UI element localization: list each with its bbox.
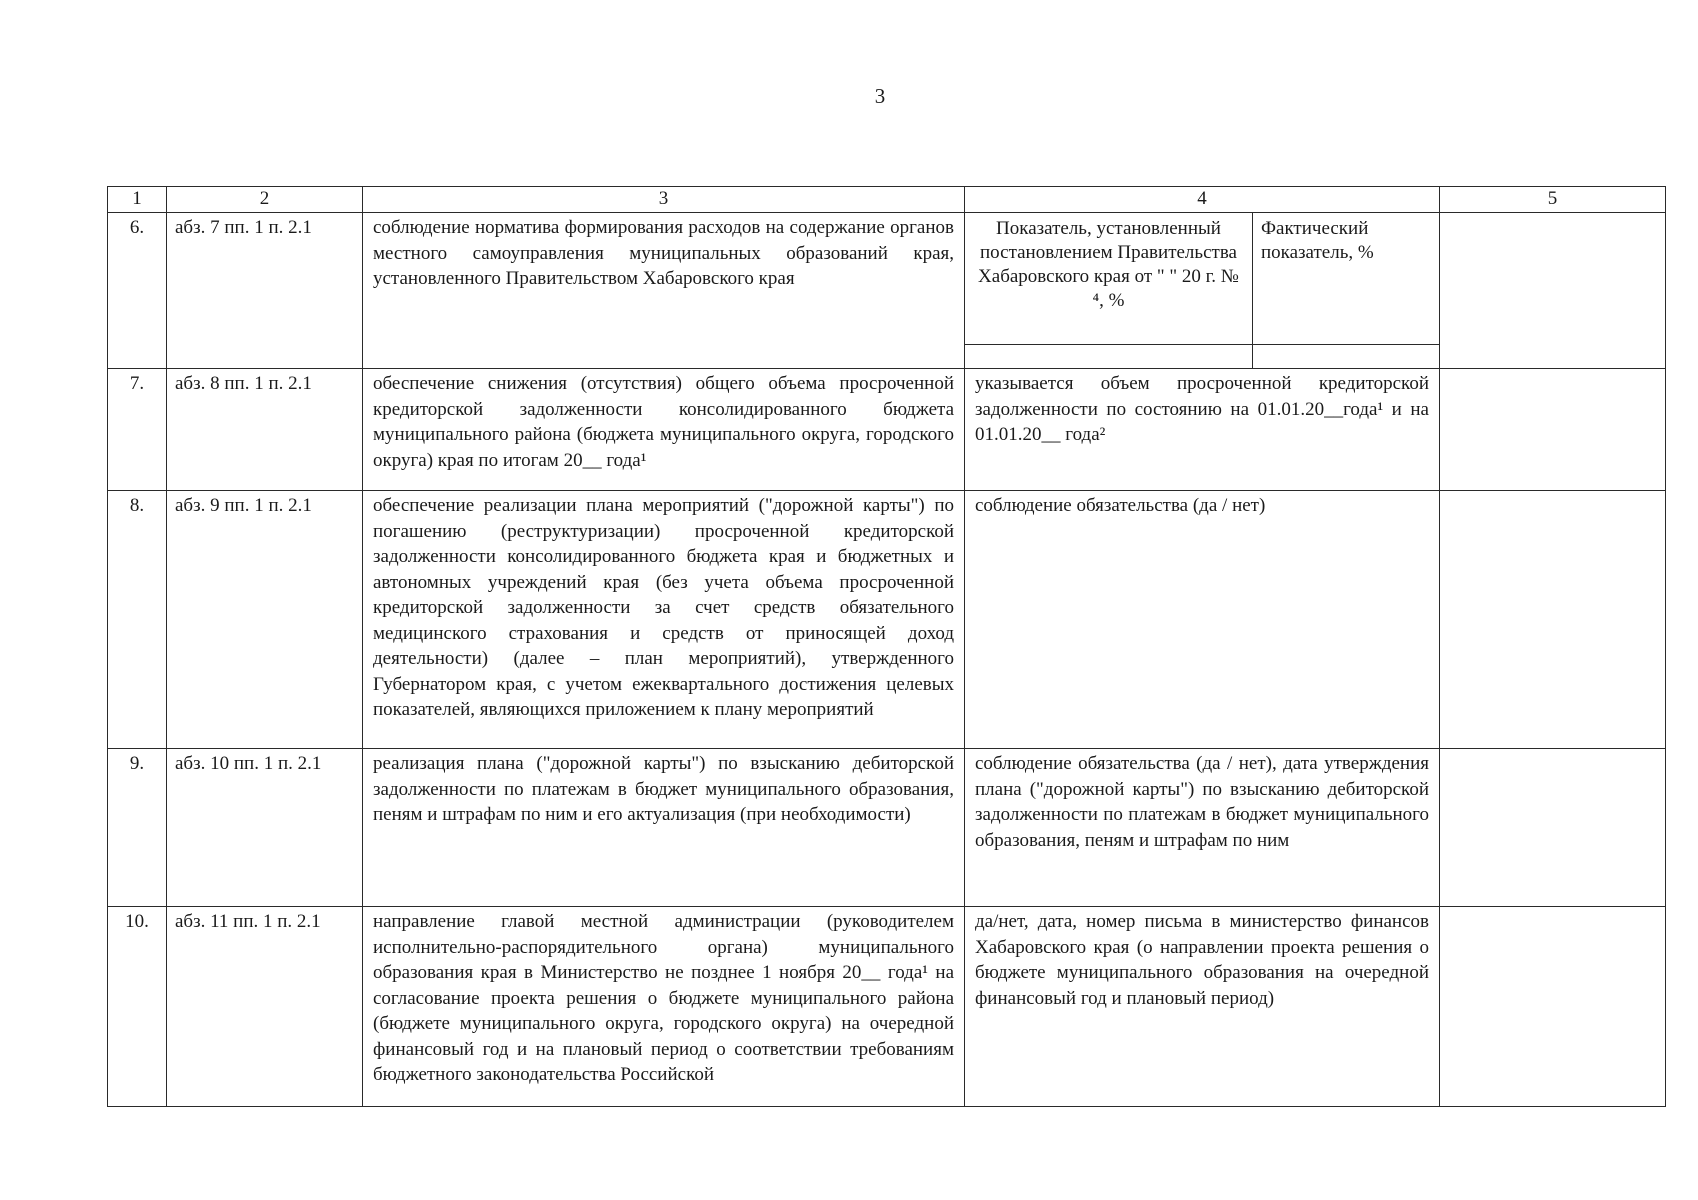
- row-number: 8.: [108, 491, 167, 749]
- row-reference: абз. 7 пп. 1 п. 2.1: [167, 213, 363, 369]
- obligations-table: [107, 186, 1666, 1107]
- row-indicator-actual: Фактический показатель, %: [1253, 213, 1440, 345]
- row-indicator: указывается объем просроченной кредиторской задолженности по состоянию на 01.01.20__года¹ и на 01.01.20__ года²: [965, 369, 1440, 491]
- table-row: [108, 369, 1666, 491]
- row-number: 10.: [108, 907, 167, 1107]
- row-col5: [1440, 369, 1666, 491]
- header-col-5: 5: [1440, 187, 1666, 213]
- row-indicator: да/нет, дата, номер письма в министерство финансов Хабаровского края (о направлении проекта решения о бюджете муниципального образования на очередной финансовый год и плановый период): [965, 907, 1440, 1107]
- header-col-3: 3: [363, 187, 965, 213]
- row-indicator-established: Показатель, установленный постановлением Правительства Хабаровского края от " " 20 г. № ⁴, %: [965, 213, 1253, 345]
- table-row: [108, 749, 1666, 907]
- header-col-2: 2: [167, 187, 363, 213]
- row-description: направление главой местной администрации (руководителем исполнительно-распорядительного органа) муниципального образования края в Министерство не позднее 1 ноября 20__ года¹ на согласование проекта решения о бюджете муниципального района (бюджете муниципального округа, городского округа) на очередной финансовый год и на плановый период о соответствии требованиям бюджетного законодательства Российской: [363, 907, 965, 1107]
- table-row: [108, 907, 1666, 1107]
- row-col5: [1440, 491, 1666, 749]
- row-number: 9.: [108, 749, 167, 907]
- row-number: 6.: [108, 213, 167, 369]
- row-description: обеспечение снижения (отсутствия) общего объема просроченной кредиторской задолженности консолидированного бюджета муниципального района (бюджета муниципального округа, городского округа) края по итогам 20__ года¹: [363, 369, 965, 491]
- row-reference: абз. 8 пп. 1 п. 2.1: [167, 369, 363, 491]
- row-indicator-actual-value: [1253, 345, 1440, 369]
- header-col-1: 1: [108, 187, 167, 213]
- table-row: [108, 491, 1666, 749]
- row-reference: абз. 9 пп. 1 п. 2.1: [167, 491, 363, 749]
- row-indicator-established-value: [965, 345, 1253, 369]
- row-indicator: соблюдение обязательства (да / нет): [965, 491, 1440, 749]
- row-description: обеспечение реализации плана мероприятий ("дорожной карты") по погашению (реструктуризации) просроченной кредиторской задолженности консолидированного бюджета края и бюджетных и автономных учреждений края (без учета объема просроченной кредиторской задолженности за счет средств обязательного медицинского страхования и средств от приносящей доход деятельности) (далее – план мероприятий), утвержденного Губернатором края, с учетом ежеквартального достижения целевых показателей, являющихся приложением к плану мероприятий: [363, 491, 965, 749]
- header-col-4: 4: [965, 187, 1440, 213]
- row-number: 7.: [108, 369, 167, 491]
- row-reference: абз. 10 пп. 1 п. 2.1: [167, 749, 363, 907]
- row-description: реализация плана ("дорожной карты") по взысканию дебиторской задолженности по платежам в бюджет муниципального образования, пеням и штрафам по ним и его актуализация (при необходимости): [363, 749, 965, 907]
- row-col5: [1440, 749, 1666, 907]
- page-number: 3: [874, 84, 886, 108]
- row-col5: [1440, 907, 1666, 1107]
- row-indicator: соблюдение обязательства (да / нет), дата утверждения плана ("дорожной карты") по взысканию дебиторской задолженности по платежам в бюджет муниципального образования, пеням и штрафам по ним: [965, 749, 1440, 907]
- row-col5: [1440, 213, 1666, 369]
- row-reference: абз. 11 пп. 1 п. 2.1: [167, 907, 363, 1107]
- table-header-row: [108, 187, 1666, 213]
- table-row: [108, 213, 1666, 345]
- row-description: соблюдение норматива формирования расходов на содержание органов местного самоуправления муниципальных образований края, установленного Правительством Хабаровского края: [363, 213, 965, 369]
